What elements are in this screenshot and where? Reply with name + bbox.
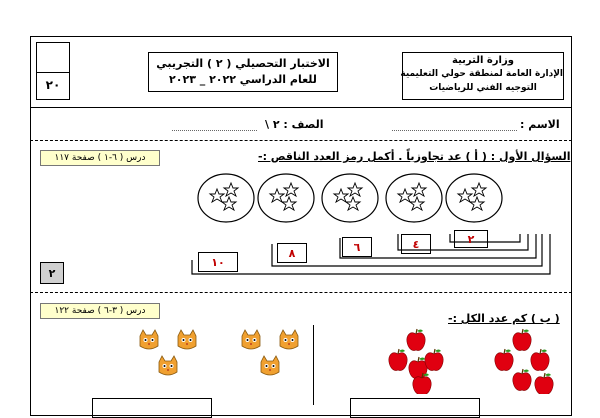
question1-score: ٢ [48,267,56,280]
question1b-title: ( ب ) كم عدد الكل :- [448,312,560,325]
section-divider [30,292,572,293]
cat-groups [130,326,310,386]
number-10: ١٠ [211,256,225,269]
star-group-4 [386,174,442,222]
ministry-box [402,52,564,100]
ministry-line-1: وزارة التربية [452,55,514,66]
number-2: ٢ [467,233,475,246]
cat-icon [261,356,279,375]
total-score-value: ٢٠ [45,78,61,92]
question1-title: السؤال الأول : ( أ ) عد تجاوزياً . أكمل رمز العدد الناقص :- [258,150,571,163]
question1-score-box [40,262,64,284]
name-divider [30,140,572,141]
apple-icon [495,349,513,371]
cat-icon [280,330,298,349]
star-groups [190,172,520,224]
apple-icon [513,329,531,351]
apple-icon [531,349,549,371]
name-field-line[interactable] [392,130,517,131]
grade-label: الصف : ٢ \ [265,118,324,131]
number-box-8[interactable] [277,243,307,263]
star-group-2 [258,174,314,222]
number-6: ٦ [353,241,361,254]
apple-icon [389,349,407,371]
header-divider [30,107,572,108]
cat-icon [242,330,260,349]
name-label: الاسم : [520,118,560,131]
number-box-2[interactable] [454,230,488,248]
total-score-divider [37,72,69,73]
star-group-5 [446,174,502,222]
apple-icon [535,373,553,394]
answer-box-apples[interactable] [350,398,480,418]
exam-title-box [148,52,338,92]
ministry-line-2: الإدارة العامة لمنطقة حولي التعليمية [400,69,563,79]
number-8: ٨ [288,247,296,260]
question1-lesson-ref: درس ( ٦-١ ) صفحة ١١٧ [40,150,160,166]
number-box-4[interactable] [401,234,431,254]
answer-box-cats[interactable] [92,398,212,418]
apple-icon [407,329,425,351]
total-score-box [36,42,70,100]
apple-icon [425,349,443,371]
column-divider [313,325,314,405]
cat-icon [178,330,196,349]
exam-title: الاختبار التحصيلي ( ٢ ) التجريبي [156,57,330,70]
star-group-1 [198,174,254,222]
number-box-10[interactable] [198,252,238,272]
exam-year: للعام الدراسي ٢٠٢٢ _ ٢٠٢٣ [169,73,317,86]
grade-field-line[interactable] [172,130,257,131]
question1b-lesson-ref: درس ( ٣-٦ ) صفحة ١٢٢ [40,303,160,319]
apple-icon [513,369,531,391]
apple-groups [378,328,558,394]
number-4: ٤ [412,238,420,251]
cat-icon [159,356,177,375]
cat-icon [140,330,158,349]
star-group-3 [322,174,378,222]
ministry-line-3: التوجيه الفني للرياضيات [429,83,537,93]
number-box-6[interactable] [342,237,372,257]
